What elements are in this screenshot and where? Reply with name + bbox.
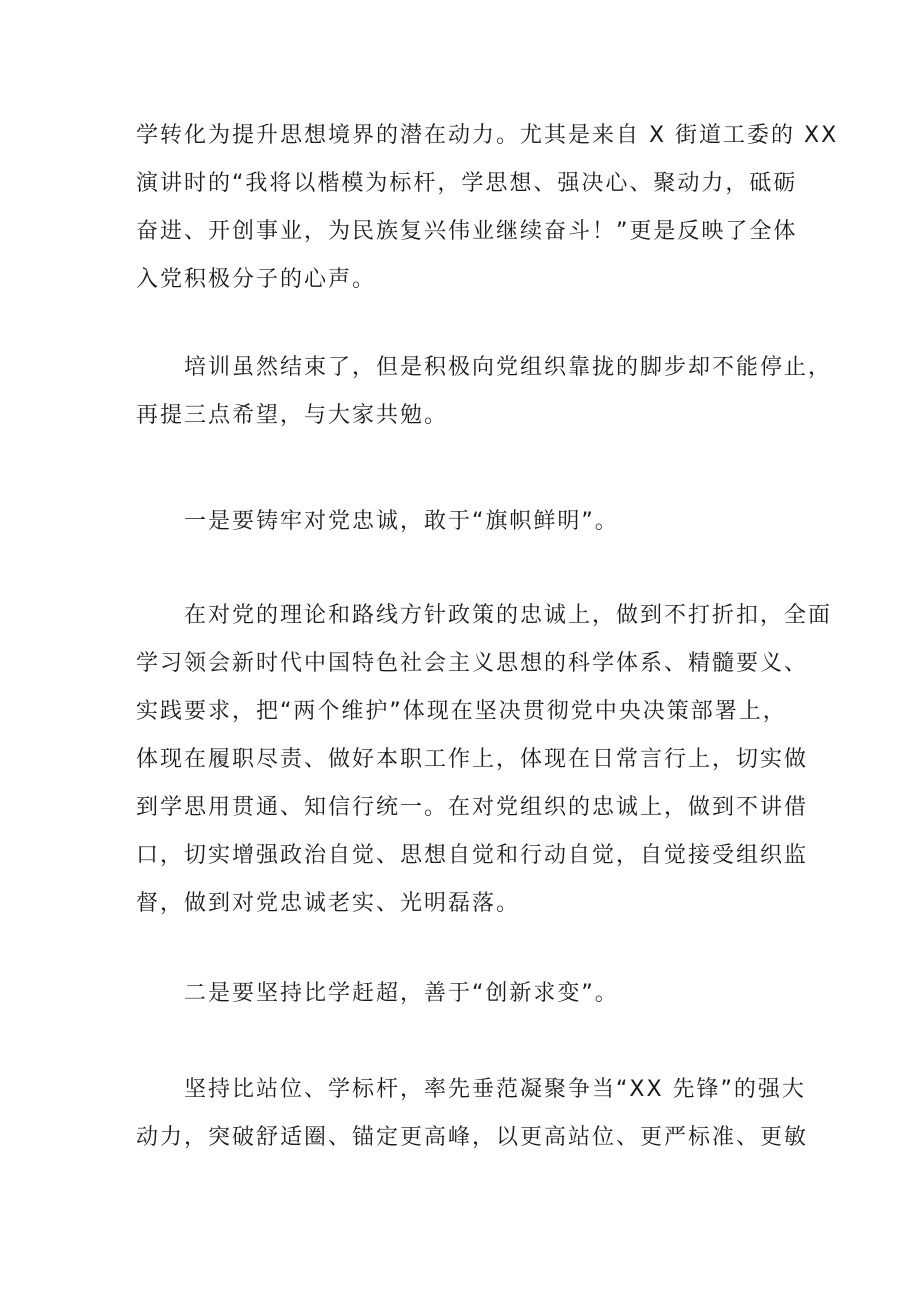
text-line: 奋进、开创事业，为民族复兴伟业继续奋斗！”更是反映了全体: [136, 219, 798, 244]
text-line: 体现在履职尽责、做好本职工作上，体现在日常言行上，切实做: [136, 747, 809, 772]
paragraph-point-one-body: [136, 592, 833, 928]
text-line: 学习领会新时代中国特色社会主义思想的科学体系、精髓要义、: [136, 651, 809, 676]
paragraph-continued-training-summary: [136, 112, 839, 304]
paragraph-three-hopes-intro: [136, 344, 833, 440]
text-line: 再提三点希望，与大家共勉。: [136, 403, 449, 428]
text-line: 到学思用贯通、知信行统一。在对党组织的忠诚上，做到不讲借: [136, 795, 809, 820]
paragraph-point-two-body: [136, 1066, 809, 1162]
heading-point-one: [136, 498, 788, 546]
text-line: 学转化为提升思想境界的潜在动力。尤其是来自 X 街道工委的 XX: [136, 123, 839, 148]
heading-point-two: [136, 970, 788, 1018]
text-line: 在对党的理论和路线方针政策的忠诚上，做到不打折扣，全面: [184, 603, 833, 628]
text-line: 动力，突破舒适圈、锚定更高峰，以更高站位、更严标准、更敏: [136, 1125, 809, 1150]
text-line: 口，切实增强政治自觉、思想自觉和行动自觉，自觉接受组织监: [136, 843, 809, 868]
text-line: 二是要坚持比学赶超，善于“创新求变”。: [184, 981, 619, 1006]
text-line: 坚持比站位、学标杆，率先垂范凝聚争当“XX 先锋”的强大: [184, 1077, 806, 1102]
text-line: 实践要求，把“两个维护”体现在坚决贯彻党中央决策部署上，: [136, 699, 787, 724]
text-line: 演讲时的“我将以楷模为标杆，学思想、强决心、聚动力，砥砺: [136, 171, 798, 196]
text-line: 一是要铸牢对党忠诚，敢于“旗帜鲜明”。: [184, 509, 619, 534]
text-line: 入党积极分子的心声。: [136, 267, 377, 292]
text-line: 培训虽然结束了，但是积极向党组织靠拢的脚步却不能停止，: [184, 355, 833, 380]
text-line: 督，做到对党忠诚老实、光明磊落。: [136, 891, 521, 916]
